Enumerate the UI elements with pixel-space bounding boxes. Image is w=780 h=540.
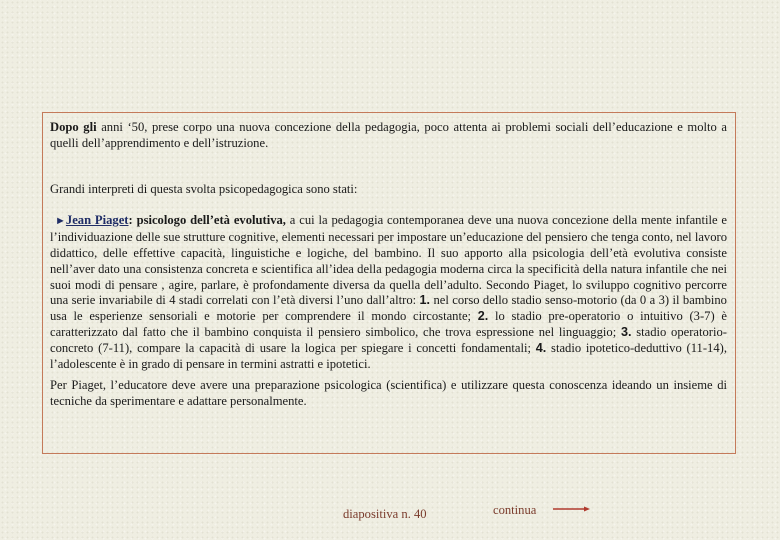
piaget-name: Jean Piaget [65, 213, 129, 228]
paragraph-intro [50, 120, 727, 152]
stage-number-2: 2. [477, 309, 489, 324]
stage-number-4: 4. [535, 340, 547, 355]
paragraph-piaget [50, 213, 727, 372]
stage-number-3: 3. [620, 324, 632, 339]
intro-lead: Dopo gli [50, 120, 97, 134]
piaget-text-0: a cui la pedagogia contemporanea deve una nuova concezione della mente infantile e l’individuazione delle sue strutture cognitive, elementi necessari per impostare un’educazione del pensiero che tenga conto, nel lavoro didattico, delle effettive capacità, linguistiche e logiche, del bambino. Il suo apporto alla psicologia dell’età evolutiva consiste nell’aver dato una consistenza concreta e scientifica all’idea della pedagogia moderna circa la specificità della natura infantile che nei suoi modi di pensare , agire, parlare, è profondamente diversa da quella dell’adulto. Secondo Piaget, lo sviluppo cognitivo percorre una serie invariabile di 4 stadi correlati con l’età diversi l’uno dall’altro: [50, 213, 727, 308]
continue-arrow-icon[interactable] [552, 504, 592, 514]
intro-text: anni ‘50, prese corpo una nuova concezione della pedagogia, poco attenta ai problemi sociali dell’educazione e molto a quelli dell’apprendimento e dell’istruzione. [50, 120, 727, 150]
text-box [42, 112, 736, 454]
piaget-text-3: stadio operatorio-concreto (7-11), compare la capacità di usare la logica per spiegare i concetti fondamentali; [50, 324, 727, 355]
paragraph-interpreti: Grandi interpreti di questa svolta psicopedagogica sono stati: [50, 181, 358, 196]
piaget-text-4: stadio ipotetico-deduttivo (11-14), l’adolescente è in grado di pensare in termini astratti e ipotetici. [50, 340, 727, 371]
piaget-text-2: lo stadio pre-operatorio o intuitivo (3-7) è caratterizzato dal fatto che il bambino conquista il pensiero simbolico, che trova espressione nel linguaggio; [50, 309, 727, 339]
continue-link[interactable]: continua [493, 503, 537, 517]
piaget-text-1: nel corso dello stadio senso-motorio (da 0 a 3) il bambino usa le esperienze sensoriali e motorie per comprendere il mondo circostante; [50, 293, 727, 324]
stage-number-1: 1. [419, 293, 431, 308]
slide-number: diapositiva n. 40 [343, 507, 427, 521]
piaget-role: : psicologo dell’età evolutiva, [128, 213, 286, 228]
bullet-arrow-icon: ► [55, 215, 66, 228]
paragraph-educatore: Per Piaget, l’educatore deve avere una preparazione psicologica (scientifica) e utilizzare questa conoscenza ideando un insieme di tecniche da sperimentare e adattare personalmente. [50, 378, 727, 409]
